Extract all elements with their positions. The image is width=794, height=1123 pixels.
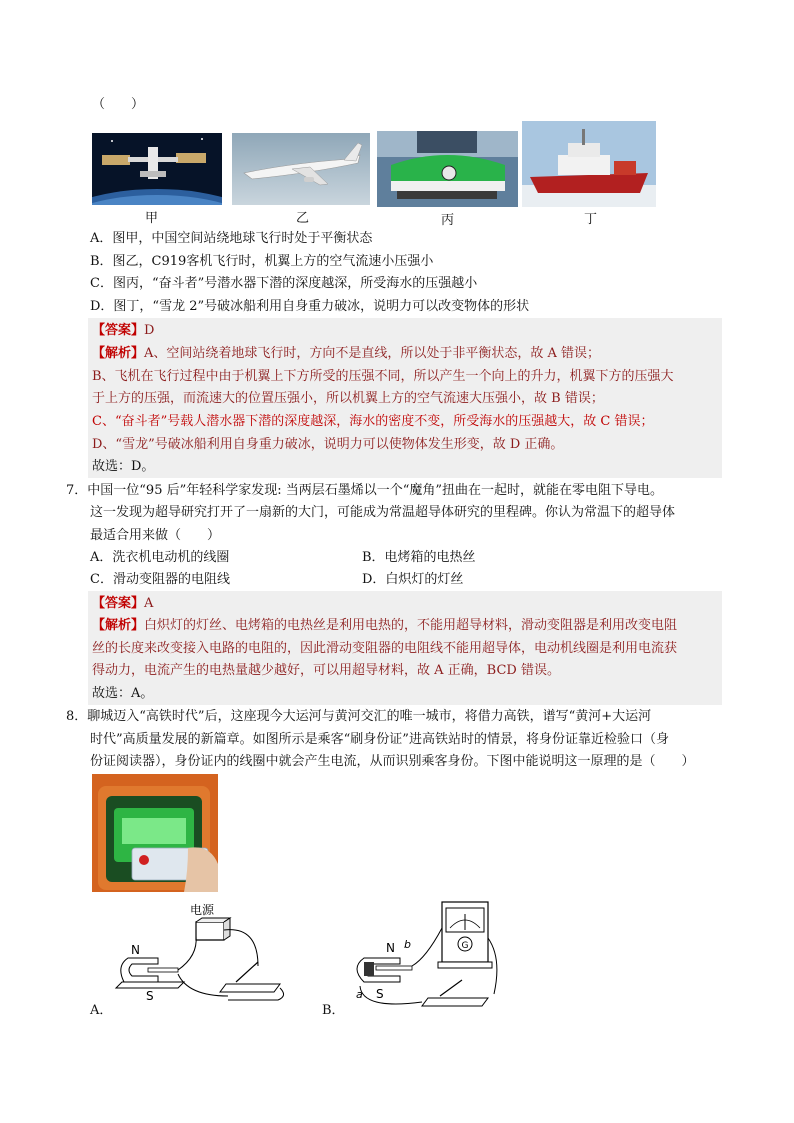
q6-answer (92, 320, 154, 342)
q6-analysis-4: C、“奋斗者”号载人潜水器下潜的深度越深，海水的密度不变，所受海水的压强越大，故 C 错误； (92, 414, 654, 429)
answer-tag: 【答案】 (92, 323, 145, 338)
q8-stem-1: 8．聊城迈入“高铁时代”后，这座现今大运河与黄河交汇的唯一城市，将借力高铁，谱写“黄河+大运河 (66, 709, 652, 724)
q7-option-c: C．滑动变阻器的电阻线 (90, 572, 230, 587)
pole-n-label: N (131, 943, 140, 957)
q6-analysis-3: 于上方的压强，而流速大的位置压强小，所以机翼上方的空气流速大压强小，故 B 错误； (92, 391, 604, 406)
q7-option-a: A．洗衣机电动机的线圈 (90, 550, 230, 565)
q7-stem-2: 这一发现为超导研究打开了一扇新的大门，可能成为常温超导体研究的里程碑。你认为常温下的超导体 (90, 505, 676, 520)
analysis-tag: 【解析】 (92, 618, 145, 633)
q6-option-c: C．图丙，“奋斗者”号潜水器下潜的深度越深，所受海水的压强越小 (90, 276, 478, 291)
airliner-image (232, 133, 370, 205)
figure-a-label: A． (90, 1003, 113, 1018)
galvanometer-label: G (461, 941, 469, 951)
wire-a-label: a (356, 988, 363, 1001)
wire-b-label: b (404, 938, 411, 951)
q8-stem-2: 时代”高质量发展的新篇章。如图所示是乘客“刷身份证”进高铁站时的情景，将身份证靠近检验口（身 (90, 732, 669, 747)
q6-option-a: A．图甲，中国空间站绕地球飞行时处于平衡状态 (90, 231, 373, 246)
pole-n-label: N (386, 941, 395, 955)
answer-value: D (144, 323, 155, 338)
pole-s-label: S (146, 989, 154, 1003)
caption-bing: 丙 (441, 213, 455, 228)
q7-option-d: D．白炽灯的灯丝 (362, 572, 464, 587)
q7-analysis-3: 得动力，电流产生的电热量越少越好，可以用超导材料，故 A 正确，BCD 错误。 (92, 663, 560, 678)
submersible-image (377, 131, 518, 207)
q8-stem-3: 份证阅读器），身份证内的线圈中就会产生电流，从而识别乘客身份。下图中能说明这一原理的是（ ） (90, 754, 695, 769)
answer-tag: 【答案】 (92, 596, 145, 611)
q7-answer (92, 593, 153, 615)
power-label: 电源 (190, 903, 215, 917)
figure-b-label: B． (322, 1003, 345, 1018)
q6-analysis-2: B、飞机在飞行过程中由于机翼上下方所受的压强不同，所以产生一个向上的升力，机翼下方的压强大 (92, 369, 674, 384)
q7-stem-3: 最适合用来做（ ） (90, 528, 221, 543)
q7-option-b: B．电烤箱的电热丝 (362, 550, 476, 565)
space-station-image (92, 133, 222, 205)
figure-a-motor-circuit (108, 896, 288, 1006)
q7-analysis-2: 丝的长度来改变接入电路的电阻的，因此滑动变阻器的电阻线不能用超导体，电动机线圈是利用电流获 (92, 641, 678, 656)
caption-yi: 乙 (296, 211, 310, 226)
q6-analysis-5: D、“雪龙”号破冰船利用自身重力破冰，说明力可以使物体发生形变，故 D 正确。 (92, 437, 564, 452)
q6-stem-tail: （ ） (92, 97, 145, 112)
q7-stem-1: 7．中国一位“95 后”年轻科学家发现: 当两层石墨烯以一个“魔角”扭曲在一起时，就能在零电阻下导电。 (66, 483, 664, 498)
q6-option-d: D．图丁，“雪龙 2”号破冰船利用自身重力破冰，说明力可以改变物体的形状 (90, 299, 530, 314)
q7-analysis-1: 【解析】白炽灯的灯丝、电烤箱的电热丝是利用电热的，不能用超导材料，滑动变阻器是利用改变电阻 (92, 618, 678, 633)
q6-option-b: B．图乙，C919客机飞行时，机翼上方的空气流速小压强小 (90, 254, 434, 269)
figure-b-generator-circuit (342, 898, 502, 1016)
analysis-tag: 【解析】 (92, 346, 145, 361)
caption-jia: 甲 (145, 211, 159, 226)
caption-ding: 丁 (584, 212, 598, 227)
q6-choose: 故选：D。 (92, 459, 155, 474)
q7-choose: 故选：A。 (92, 686, 154, 701)
id-card-reader-image (92, 774, 218, 892)
q6-analysis-1: 【解析】A、空间站绕着地球飞行时，方向不是直线，所以处于非平衡状态，故 A 错误； (92, 346, 601, 361)
pole-s-label: S (376, 987, 384, 1001)
answer-value: A (144, 596, 154, 611)
icebreaker-image (522, 121, 656, 207)
